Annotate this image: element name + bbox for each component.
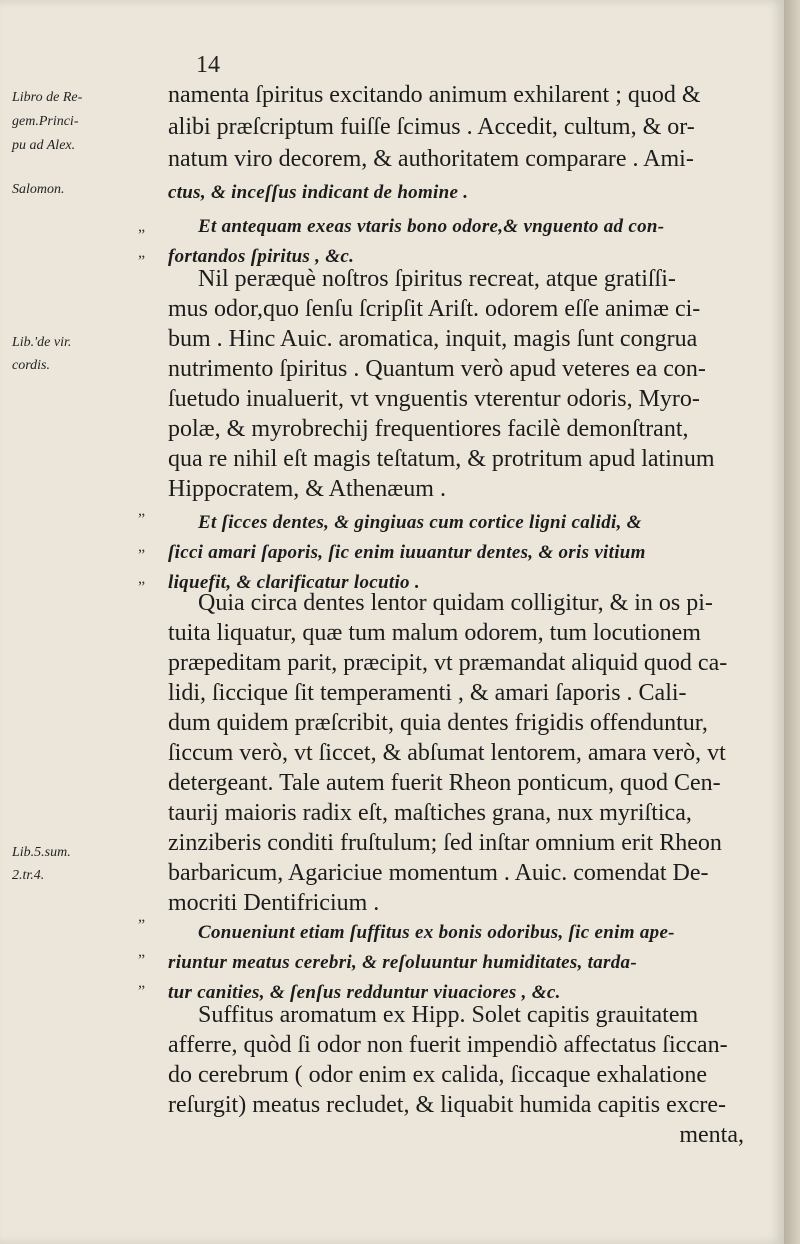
text-line: afferre, quòd ſi odor non fuerit impendiò affectatus ſiccan- — [168, 1032, 728, 1058]
quote-mark: „ — [138, 570, 146, 587]
text-line: lidi, ſiccique ſit temperamenti , & amari ſaporis . Cali- — [168, 680, 687, 706]
margin-note: Libro de Re- — [12, 90, 83, 105]
quote-mark: „ — [138, 502, 146, 519]
margin-note: Lib.'de vir. — [12, 335, 72, 350]
text-line: do cerebrum ( odor enim ex calida, ſiccaque exhalatione — [168, 1062, 708, 1088]
text-line-italic: ctus, & inceſſus indicant de homine . — [168, 182, 469, 203]
margin-note: 2.tr.4. — [12, 868, 45, 883]
text-line: detergeant. Tale autem fuerit Rheon ponticum, quod Cen- — [168, 770, 721, 796]
text-line-italic: Conueniunt etiam ſuffitus ex bonis odoribus, ſic enim ape- — [198, 922, 675, 943]
text-line: barbaricum, Agariciue momentum . Auic. comendat De- — [168, 860, 709, 886]
quote-mark: „ — [138, 218, 146, 235]
text-line: dum quidem præſcribit, quia dentes frigidis offenduntur, — [168, 710, 708, 736]
margin-note: Lib.5.sum. — [12, 845, 71, 860]
catchword: menta, — [679, 1122, 744, 1148]
quote-mark: „ — [138, 244, 146, 261]
text-line: præpeditam parit, præcipit, vt præmandat aliquid quod ca- — [168, 650, 728, 676]
quote-mark: „ — [138, 538, 146, 555]
page-edge — [784, 0, 800, 1244]
text-line: nutrimento ſpiritus . Quantum verò apud veteres ea con- — [168, 356, 706, 382]
text-line: alibi præſcriptum fuiſſe ſcimus . Accedit, cultum, & or- — [168, 114, 695, 140]
text-line-italic: tur canities, & ſenſus redduntur viuaciores , &c. — [168, 982, 561, 1003]
quote-mark: „ — [138, 943, 146, 960]
page-number: 14 — [196, 52, 220, 78]
text-line: qua re nihil eſt magis teſtatum, & protritum apud latinum — [168, 446, 715, 472]
text-line: polæ, & myrobrechij frequentiores facilè demonſtrant, — [168, 416, 689, 442]
text-line: Hippocratem, & Athenæum . — [168, 476, 446, 502]
margin-note: pu ad Alex. — [12, 138, 76, 153]
text-line-italic: Et ſicces dentes, & gingiuas cum cortice ligni calidi, & — [198, 512, 642, 533]
text-line: mocriti Dentifricium . — [168, 890, 380, 916]
text-line: Quia circa dentes lentor quidam colligitur, & in os pi- — [198, 590, 713, 616]
text-line: Suffitus aromatum ex Hipp. Solet capitis grauitatem — [198, 1002, 699, 1028]
text-line-italic: fortandos ſpiritus , &c. — [168, 246, 355, 267]
text-line: namenta ſpiritus excitando animum exhilarent ; quod & — [168, 82, 701, 108]
text-line-italic: riuntur meatus cerebri, & reſoluuntur humiditates, tarda- — [168, 952, 637, 973]
text-line: natum viro decorem, & authoritatem comparare . Ami- — [168, 146, 694, 172]
text-line: taurij maioris radix eſt, maſtiches grana, nux myriſtica, — [168, 800, 692, 826]
quote-mark: „ — [138, 908, 146, 925]
margin-note: gem.Princi- — [12, 114, 79, 129]
text-line: ſuetudo inualuerit, vt vnguentis vterentur odoris, Myro- — [168, 386, 700, 412]
text-line-italic: liquefit, & clarificatur locutio . — [168, 572, 420, 593]
text-line: Nil peræquè noſtros ſpiritus recreat, atque gratiſſi- — [198, 266, 676, 292]
text-line: reſurgit) meatus recludet, & liquabit humida capitis excre- — [168, 1092, 727, 1118]
margin-note: Salomon. — [12, 182, 65, 197]
text-line-italic: ſicci amari ſaporis, ſic enim iuuantur dentes, & oris vitium — [168, 542, 646, 563]
text-line: ſiccum verò, vt ſiccet, & abſumat lentorem, amara verò, vt — [168, 740, 726, 766]
text-line: zinziberis conditi fruſtulum; ſed inſtar omnium erit Rheon — [168, 830, 722, 856]
text-line: bum . Hinc Auic. aromatica, inquit, magis ſunt congrua — [168, 326, 698, 352]
quote-mark: „ — [138, 974, 146, 991]
margin-note: cordis. — [12, 358, 50, 373]
text-line-italic: Et antequam exeas vtaris bono odore,& vnguento ad con- — [198, 216, 665, 237]
text-line: mus odor,quo ſenſu ſcripſit Ariſt. odorem eſſe animæ ci- — [168, 296, 701, 322]
text-line: tuita liquatur, quæ tum malum odorem, tum locutionem — [168, 620, 701, 646]
